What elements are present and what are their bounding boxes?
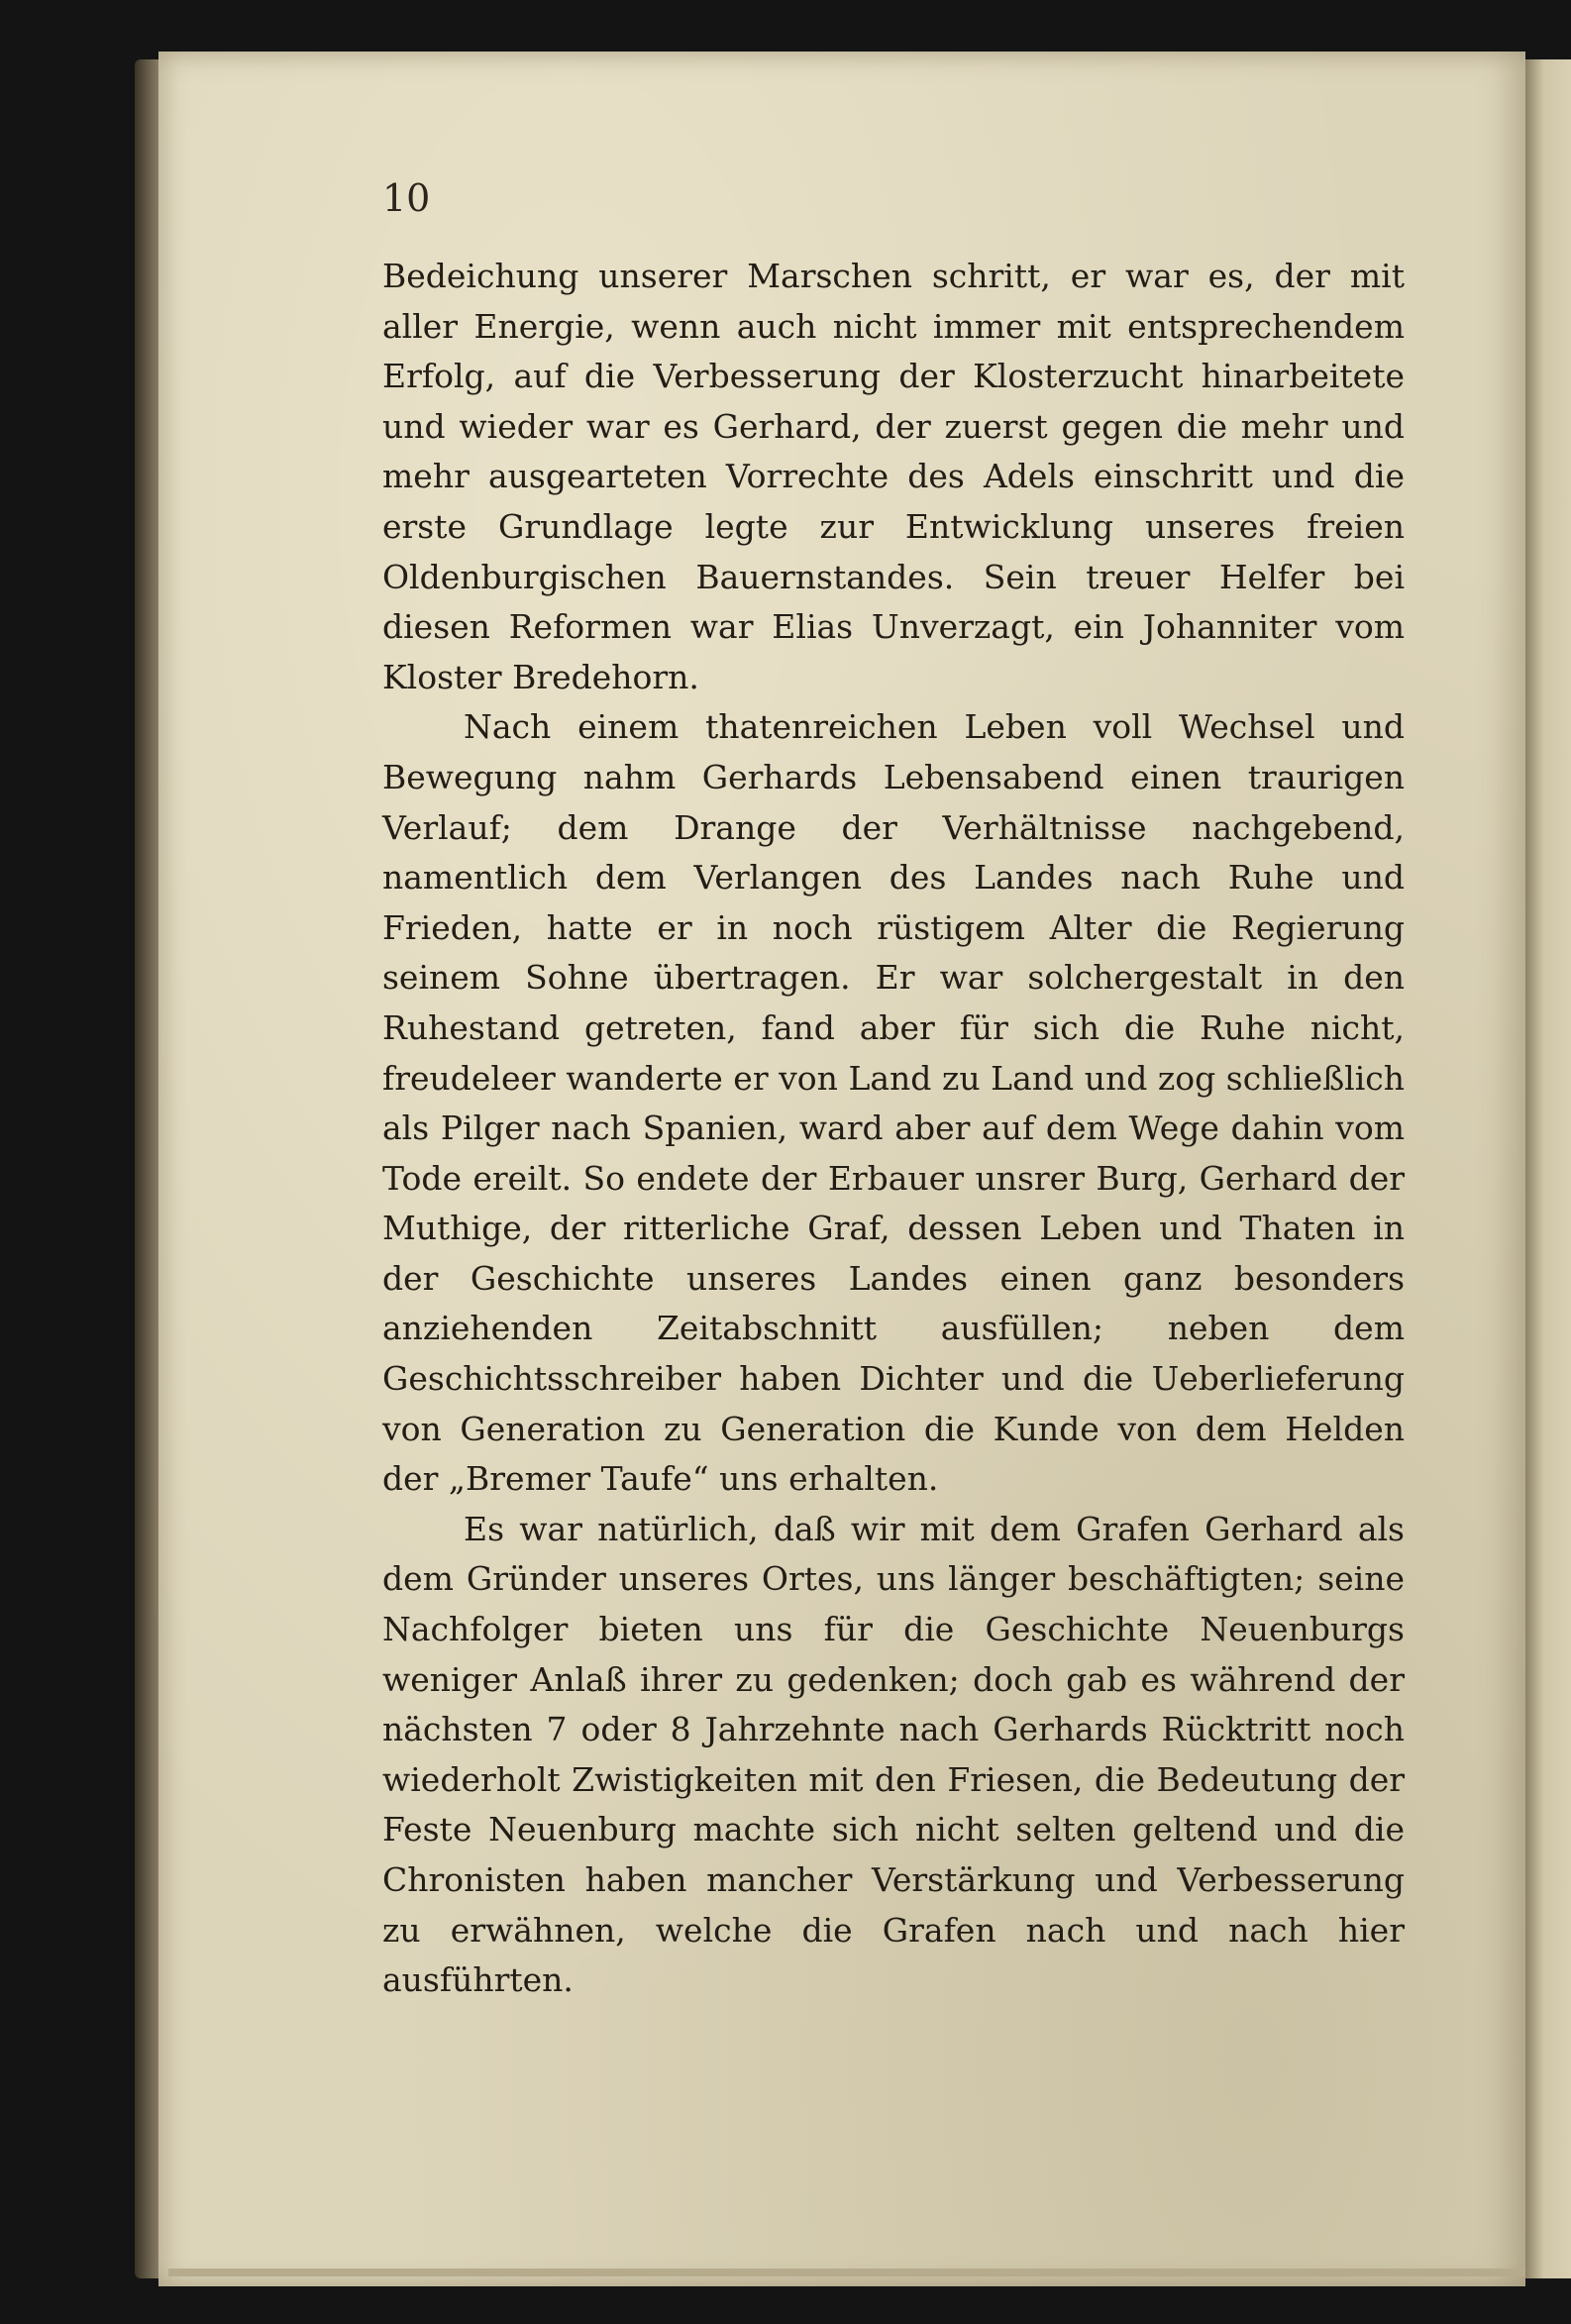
body-text <box>382 252 1405 2006</box>
page-bottom-edge <box>168 2269 1525 2276</box>
paragraph-1: Bedeichung unserer Marschen schritt, er war es, der mit aller Energie, wenn auch nicht immer mit entsprechendem Erfolg, auf die Verbesserung der Klosterzucht hinarbeitete und wieder war es Gerhard, der zuerst gegen die mehr und mehr ausgearteten Vorrechte des Adels einschritt und die erste Grundlage legte zur Entwicklung unseres freien Oldenburgischen Bauernstandes. Sein treuer Helfer bei diesen Reformen war Elias Unverzagt, ein Johanniter vom Kloster Bredehorn. <box>382 257 1405 696</box>
paragraph-3: Es war natürlich, daß wir mit dem Grafen Gerhard als dem Gründer unseres Ortes, uns länger beschäftigten; seine Nachfolger bieten uns für die Geschichte Neuenburgs weniger Anlaß ihrer zu gedenken; doch gab es während der nächsten 7 oder 8 Jahrzehnte nach Gerhards Rücktritt noch wiederholt Zwistigkeiten mit den Friesen, die Bedeutung der Feste Neuenburg machte sich nicht selten geltend und die Chronisten haben mancher Verstärkung und Verbesserung zu erwähnen, welche die Grafen nach und nach hier ausführten. <box>382 1509 1405 2000</box>
paragraph-2: Nach einem thatenreichen Leben voll Wechsel und Bewegung nahm Gerhards Lebensabend einen traurigen Verlauf; dem Drange der Verhältnisse nachgebend, namentlich dem Verlangen des Landes nach Ruhe und Frieden, hatte er in noch rüstigem Alter die Regierung seinem Sohne übertragen. Er war solchergestalt in den Ruhestand getreten, fand aber für sich die Ruhe nicht, freudeleer wanderte er von Land zu Land und zog schließlich als Pilger nach Spanien, ward aber auf dem Wege dahin vom Tode ereilt. So endete der Erbauer unsrer Burg, Gerhard der Muthige, der ritterliche Graf, dessen Leben und Thaten in der Geschichte unseres Landes einen ganz besonders anziehenden Zeitabschnitt ausfüllen; neben dem Geschichtsschreiber haben Dichter und die Ueberlieferung von Generation zu Generation die Kunde von dem Helden der „Bremer Taufe“ uns erhalten. <box>382 707 1405 1499</box>
next-page-edge <box>1525 59 1571 2278</box>
page-number: 10 <box>382 176 431 220</box>
